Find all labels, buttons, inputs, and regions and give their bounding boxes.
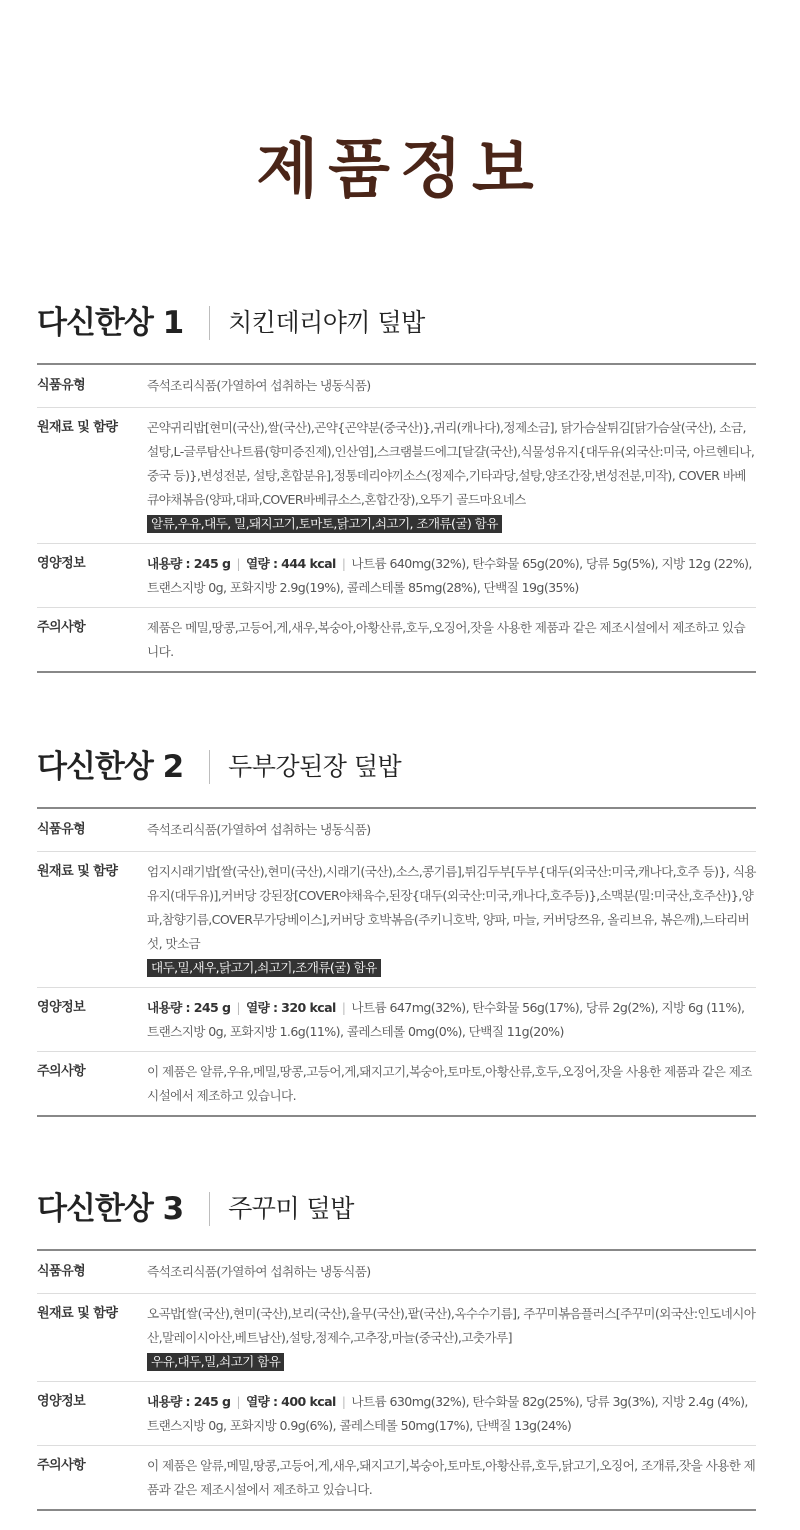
food-type-label: 식품유형	[37, 822, 86, 837]
calories: 열량 : 444 kcal	[246, 556, 336, 571]
ingredients-cell	[147, 416, 756, 536]
header-divider	[209, 306, 210, 340]
nutrition-divider: |	[341, 556, 346, 571]
nutrition-divider: |	[341, 1394, 346, 1409]
calories: 열량 : 400 kcal	[246, 1394, 336, 1409]
header-divider	[209, 1192, 210, 1226]
product-dish-name: 치킨데리야끼 덮밥	[228, 308, 425, 337]
food-type-label: 식품유형	[37, 1264, 86, 1279]
nutrition-divider: |	[236, 556, 241, 571]
nutrition-value	[147, 996, 756, 1044]
net-weight: 내용량 : 245 g	[147, 556, 231, 571]
nutrition-details: 나트륨 630mg(32%), 탄수화물 82g(25%), 당류 3g(3%), 지방 2.4g (4%), 트랜스지방 0g, 포화지방 0.9g(6%), 콜레스테롤 50mg(17%), 단백질 13g(24%)	[147, 1394, 748, 1433]
product-dish-name: 주꾸미 덮밥	[228, 1194, 354, 1223]
product-info-table	[37, 1249, 756, 1511]
product-name: 다신한상 1	[37, 305, 184, 341]
ingredients-value: 오곡밥[쌀(국산),현미(국산),보리(국산),율무(국산),팥(국산),옥수수기름], 주꾸미볶음플러스[주꾸미(외국산:인도네시아산,말레이시아산,베트남산),설탕,정제수,고추장,마늘(중국산),고춧가루]	[147, 1306, 756, 1345]
product-section-1	[37, 300, 756, 673]
ingredients-label: 원재료 및 함량	[37, 420, 118, 435]
nutrition-details: 나트륨 640mg(32%), 탄수화물 65g(20%), 당류 5g(5%), 지방 12g (22%), 트랜스지방 0g, 포화지방 2.9g(19%), 콜레스테롤 85mg(28%), 단백질 19g(35%)	[147, 556, 752, 595]
product-dish-name: 두부강된장 덮밥	[228, 752, 402, 781]
caution-row	[37, 1445, 756, 1509]
net-weight: 내용량 : 245 g	[147, 1000, 231, 1015]
calories: 열량 : 320 kcal	[246, 1000, 336, 1015]
page-title: 제품정보	[256, 133, 544, 207]
nutrition-divider: |	[236, 1000, 241, 1015]
food-type-value: 즉석조리식품(가열하여 섭취하는 냉동식품)	[147, 822, 371, 837]
ingredients-label: 원재료 및 함량	[37, 1306, 118, 1321]
caution-row	[37, 607, 756, 671]
ingredients-row	[37, 851, 756, 987]
product-section-2	[37, 744, 756, 1117]
nutrition-label: 영양정보	[37, 556, 86, 571]
food-type-label: 식품유형	[37, 378, 86, 393]
nutrition-details: 나트륨 647mg(32%), 탄수화물 56g(17%), 당류 2g(2%), 지방 6g (11%), 트랜스지방 0g, 포화지방 1.6g(11%), 콜레스테롤 0mg(0%), 단백질 11g(20%)	[147, 1000, 745, 1039]
caution-label: 주의사항	[37, 620, 86, 635]
product-header	[37, 744, 756, 790]
allergen-badge: 대두,밀,새우,닭고기,쇠고기,조개류(굴) 함유	[147, 959, 381, 977]
allergen-badge: 알류,우유,대두, 밀,돼지고기,토마토,닭고기,쇠고기, 조개류(굴) 함유	[147, 515, 502, 533]
product-name: 다신한상 2	[37, 749, 184, 785]
caution-row	[37, 1051, 756, 1115]
ingredients-cell	[147, 860, 756, 980]
food-type-row	[37, 365, 756, 407]
food-type-row	[37, 809, 756, 851]
ingredients-label: 원재료 및 함량	[37, 864, 118, 879]
nutrition-divider: |	[341, 1000, 346, 1015]
caution-value: 제품은 메밀,땅콩,고등어,게,새우,복숭아,아황산류,호두,오징어,잣을 사용한 제품과 같은 제조시설에서 제조하고 있습니다.	[147, 620, 746, 659]
food-type-row	[37, 1251, 756, 1293]
product-info-table	[37, 363, 756, 673]
caution-value: 이 제품은 알류,우유,메밀,땅콩,고등어,게,돼지고기,복숭아,토마토,아황산류,호두,오징어,잣을 사용한 제품과 같은 제조시설에서 제조하고 있습니다.	[147, 1064, 752, 1103]
allergen-badge: 우유,대두,밀,쇠고기 함유	[147, 1353, 284, 1371]
product-info-table	[37, 807, 756, 1117]
nutrition-label: 영양정보	[37, 1000, 86, 1015]
ingredients-cell	[147, 1302, 756, 1374]
nutrition-row	[37, 543, 756, 607]
nutrition-divider: |	[236, 1394, 241, 1409]
ingredients-row	[37, 1293, 756, 1381]
nutrition-value	[147, 1390, 756, 1438]
caution-label: 주의사항	[37, 1064, 86, 1079]
net-weight: 내용량 : 245 g	[147, 1394, 231, 1409]
product-header	[37, 300, 756, 346]
ingredients-row	[37, 407, 756, 543]
nutrition-row	[37, 987, 756, 1051]
food-type-value: 즉석조리식품(가열하여 섭취하는 냉동식품)	[147, 1264, 371, 1279]
ingredients-value: 엄지시래기밥[쌀(국산),현미(국산),시래기(국산),소스,콩기름],튀김두부[두부{대두(외국산:미국,캐나다,호주 등)}, 식용유지(대두유)],커버당 강된장[COVER야채육수,된장{대두(외국산:미국,캐나다,호주등)},소맥분(밀:미국산,호주산)},양파,참향기름,COVER무가당베이스],커버당 호박볶음(주키니호박, 양파, 마늘, 커버당쯔유, 올리브유, 볶은깨),느타리버섯, 맛소금	[147, 864, 756, 951]
food-type-value: 즉석조리식품(가열하여 섭취하는 냉동식품)	[147, 378, 371, 393]
nutrition-label: 영양정보	[37, 1394, 86, 1409]
header-divider	[209, 750, 210, 784]
nutrition-row	[37, 1381, 756, 1445]
product-header	[37, 1186, 756, 1232]
product-section-3	[37, 1186, 756, 1511]
caution-value: 이 제품은 알류,메밀,땅콩,고등어,게,새우,돼지고기,복숭아,토마토,아황산류,호두,닭고기,오징어, 조개류,잣을 사용한 제품과 같은 제조시설에서 제조하고 있습니다.	[147, 1458, 756, 1497]
nutrition-value	[147, 552, 756, 600]
ingredients-value: 곤약귀리밥[현미(국산),쌀(국산),곤약{곤약분(중국산)},귀리(캐나다),정제소금], 닭가슴살튀김[닭가슴살(국산), 소금,설탕,L-글루탐산나트륨(향미증진제),인산염],스크램블드에그[달걀(국산),식물성유지{대두유(외국산:미국, 아르헨티나, 중국 등)},변성전분, 설탕,혼합분유],정통데리야끼소스(정제수,기타과당,설탕,양조간장,변성전분,미작), COVER 바베큐야채볶음(양파,대파,COVER바베큐소스,혼합간장),오뚜기 골드마요네스	[147, 420, 755, 507]
caution-label: 주의사항	[37, 1458, 86, 1473]
product-name: 다신한상 3	[37, 1191, 184, 1227]
